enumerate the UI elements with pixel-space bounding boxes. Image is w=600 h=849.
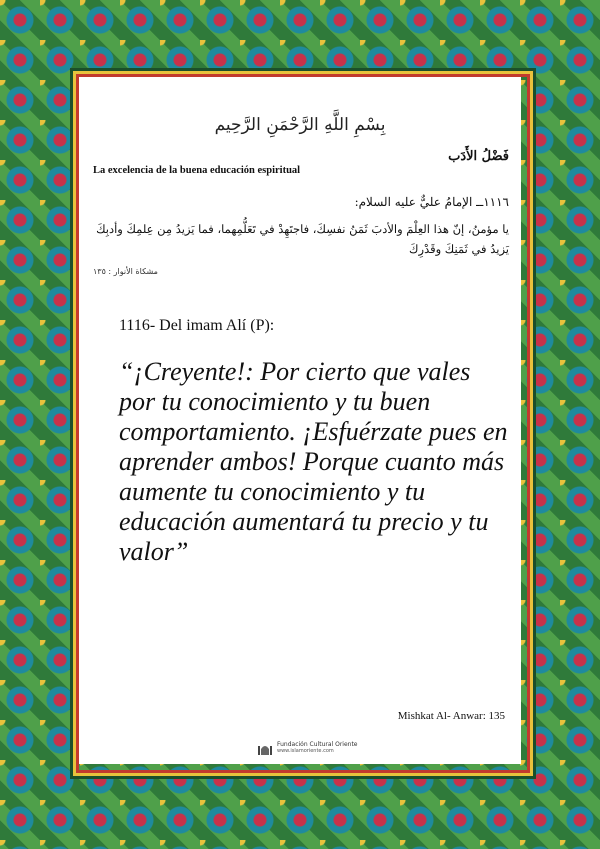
mosque-logo-icon <box>257 740 273 756</box>
foundation-logo <box>257 739 358 757</box>
hadith-quote-spanish: “¡Creyente!: Por cierto que vales por tu conocimiento y tu buen comportamiento. ¡Esfuérzate pues en aprender ambos! Porque cuanto más aumente tu conocimiento y tu educación aumentará tu precio y tu valor” <box>119 357 508 566</box>
source-arabic: مشكاة الأنوار : ١٣٥ <box>93 267 158 276</box>
content-panel <box>79 77 521 764</box>
logo-url: www.islamoriente.com <box>277 748 334 754</box>
hadith-text-arabic: يا مؤمنُ، إنّ هذا العِلْمَ والأدبَ ثَمَنُ نفسِكَ، فاجتَهِدْ في تَعَلُّمِهما، فما يَزيدُ مِن عِلمِكَ وأدبِكَ يَزيدُ في ثَمَنِكَ وقَدْرِكَ <box>96 222 509 256</box>
logo-name: Fundación Cultural Oriente <box>277 741 358 748</box>
source-spanish: Mishkat Al- Anwar: 135 <box>397 710 505 722</box>
hadith-number-arabic: ١١١٦ــ الإمامُ عليٌّ عليه السلام: <box>354 195 509 209</box>
section-title-spanish: La excelencia de la buena educación espiritual <box>93 165 301 176</box>
section-title-arabic: فَضْلُ الأَدَب <box>448 149 509 164</box>
hadith-title-spanish: 1116- Del imam Alí (P): <box>119 317 275 334</box>
bismillah-calligraphy: بِسْمِ اللَّهِ الرَّحْمَنِ الرَّحِيم <box>214 115 386 135</box>
